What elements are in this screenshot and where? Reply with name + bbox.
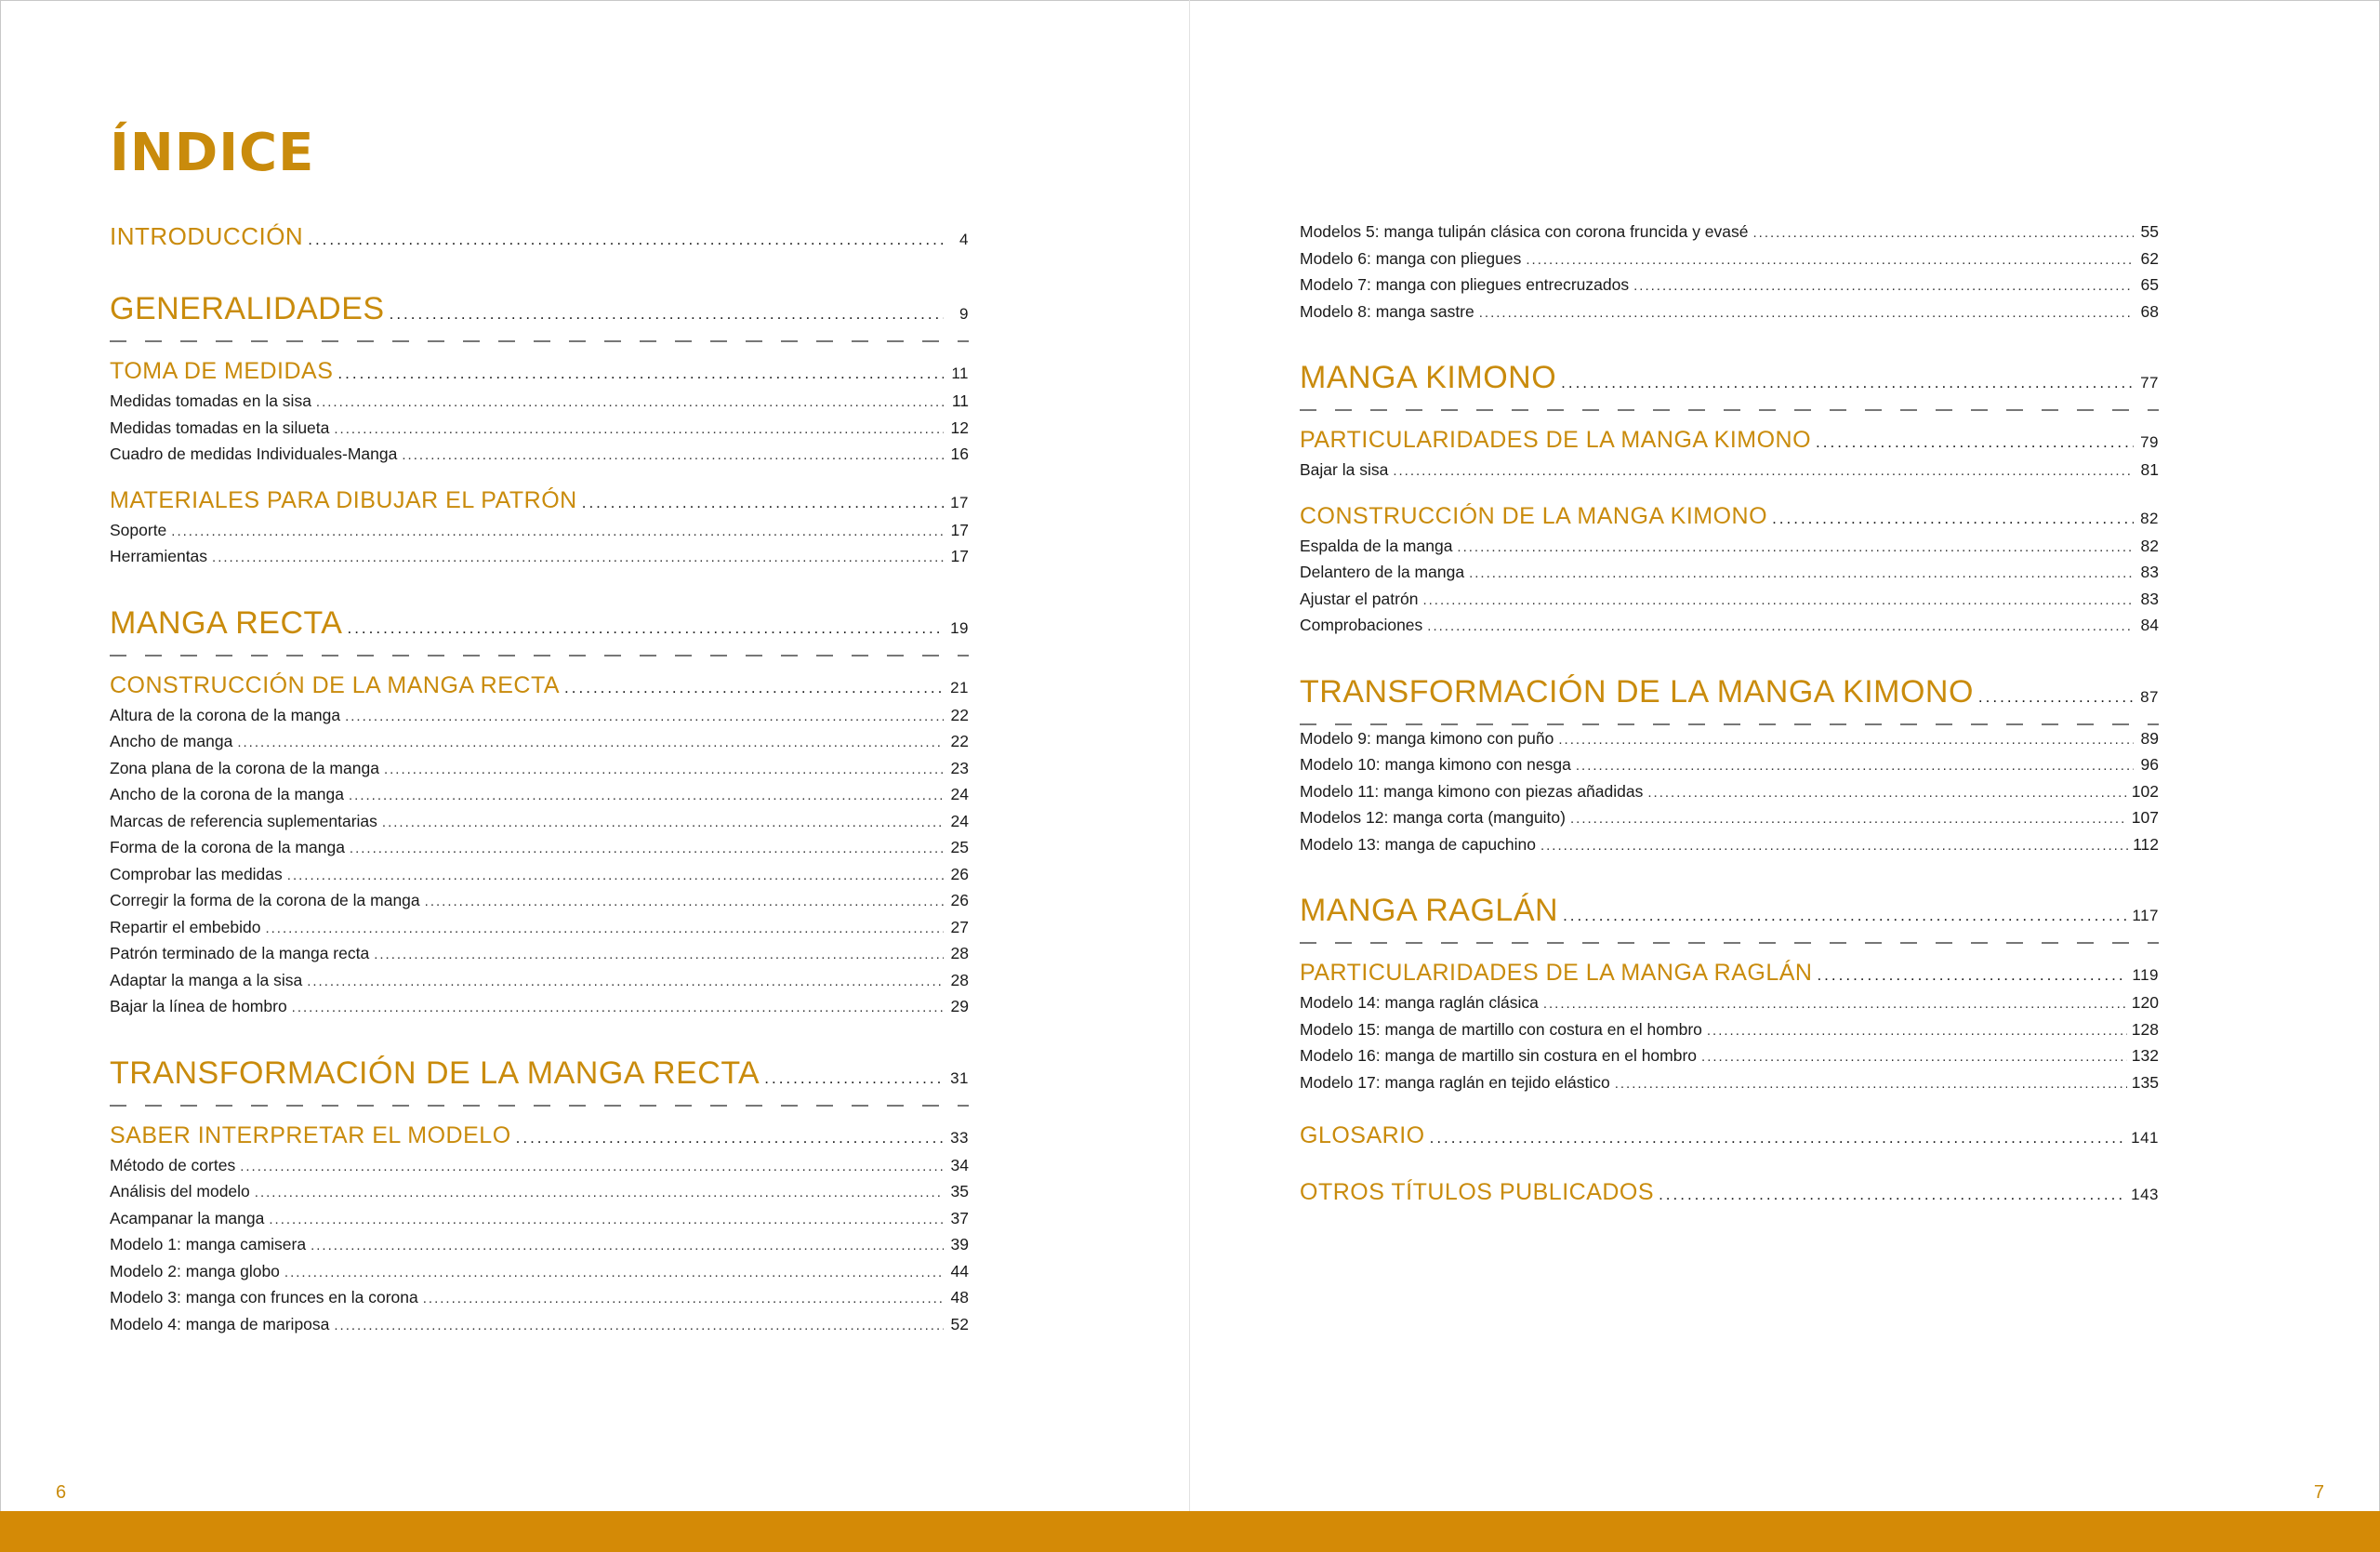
index-title: ÍNDICE (110, 123, 315, 183)
dot-leader (287, 864, 944, 889)
toc-entry-soporte[interactable] (110, 518, 969, 545)
toc-entry-medidas-tomadas-en-la-silueta[interactable] (110, 416, 969, 443)
toc-entry-bajar-la-linea-de-hombro[interactable] (110, 994, 969, 1021)
toc-entry-page: 35 (950, 1182, 969, 1200)
toc-entry-generalidades[interactable] (110, 288, 969, 335)
toc-entry-title: Modelo 11: manga kimono con piezas añadidas (1300, 781, 1644, 801)
toc-entry-title: Ajustar el patrón (1300, 589, 1419, 608)
dot-leader (292, 996, 944, 1021)
toc-entry-repartir-el-embebido[interactable] (110, 915, 969, 942)
toc-entry-page: 62 (2140, 248, 2159, 268)
dot-leader (423, 1287, 944, 1312)
toc-entry-page: 44 (950, 1261, 969, 1280)
toc-entry-bajar-la-sisa[interactable] (1300, 458, 2159, 484)
toc-entry-page: 87 (2140, 687, 2159, 706)
toc-right-column (1300, 219, 2159, 1210)
dot-leader (350, 837, 944, 862)
toc-entry-page: 28 (950, 944, 969, 962)
dot-leader (171, 520, 944, 545)
toc-entry-page: 83 (2140, 563, 2159, 581)
toc-entry-page: 16 (950, 444, 969, 463)
toc-entry-page: 26 (950, 864, 969, 883)
dot-leader (334, 418, 944, 443)
toc-entry-delantero-de-la-manga[interactable] (1300, 560, 2159, 587)
toc-entry-title: Medidas tomadas en la silueta (110, 418, 330, 437)
toc-entry-title: Comprobar las medidas (110, 864, 283, 883)
dot-leader (390, 294, 944, 335)
toc-entry-page: 119 (2132, 966, 2159, 984)
toc-entry-title: Modelo 10: manga kimono con nesga (1300, 755, 1571, 774)
dot-leader (308, 223, 944, 257)
toc-entry-modelo-9-manga-kimono-con-puno[interactable] (1300, 726, 2159, 753)
section-dashed-rule (110, 655, 969, 657)
dot-leader (1558, 728, 2134, 753)
toc-entry-page: 81 (2140, 460, 2159, 479)
section-dashed-rule (1300, 409, 2159, 412)
toc-entry-page: 23 (950, 758, 969, 777)
toc-entry-modelo-1-manga-camisera[interactable] (110, 1232, 969, 1259)
toc-entry-medidas-tomadas-en-la-sisa[interactable] (110, 389, 969, 416)
toc-entry-patron-terminado-de-la-manga-recta[interactable] (110, 941, 969, 968)
toc-entry-title: Marcas de referencia suplementarias (110, 811, 377, 830)
toc-entry-page: 102 (2131, 781, 2159, 801)
toc-entry-title: Corregir la forma de la corona de la manga (110, 891, 420, 909)
toc-entry-title: Modelo 16: manga de martillo sin costura en el hombro (1300, 1046, 1698, 1065)
dot-leader (582, 488, 944, 518)
toc-entry-title: Forma de la corona de la manga (110, 838, 345, 856)
toc-entry-title: Ancho de manga (110, 732, 233, 750)
dot-leader (237, 731, 944, 756)
toc-entry-title: Modelo 3: manga con frunces en la corona (110, 1288, 418, 1307)
toc-entry-title: Modelo 7: manga con pliegues entrecruzados (1300, 275, 1630, 294)
toc-entry-title: Modelo 13: manga de capuchino (1300, 834, 1536, 854)
toc-entry-page: 22 (950, 705, 969, 724)
toc-entry-page: 29 (950, 997, 969, 1015)
toc-entry-page: 52 (950, 1314, 969, 1333)
dot-leader (1753, 221, 2135, 246)
toc-entry-title: Comprobaciones (1300, 616, 1423, 634)
toc-entry-title: TRANSFORMACIÓN DE LA MANGA KIMONO (1300, 673, 1974, 710)
toc-entry-title: Bajar la sisa (1300, 460, 1389, 479)
toc-entry-title: Modelo 9: manga kimono con puño (1300, 728, 1554, 748)
toc-entry-page: 21 (950, 678, 969, 696)
toc-entry-page: 117 (2132, 907, 2159, 924)
toc-entry-title: Soporte (110, 520, 167, 539)
toc-entry-page: 24 (950, 811, 969, 830)
toc-entry-page: 135 (2131, 1072, 2159, 1092)
toc-entry-modelo-2-manga-globo[interactable] (110, 1259, 969, 1286)
toc-entry-title: Zona plana de la corona de la manga (110, 758, 379, 777)
toc-entry-page: 83 (2140, 589, 2159, 608)
toc-entry-particularidades-de-la-manga-raglan[interactable] (1300, 958, 2159, 990)
dot-leader (1543, 992, 2127, 1017)
toc-entry-ancho-de-la-corona-de-la-manga[interactable] (110, 782, 969, 809)
toc-entry-modelo-14-manga-raglan-clasica[interactable] (1300, 990, 2159, 1017)
dot-leader (516, 1123, 944, 1153)
section-dashed-rule (110, 340, 969, 343)
toc-entry-title: MATERIALES PARA DIBUJAR EL PATRÓN (110, 486, 577, 513)
toc-entry-transformacion-de-la-manga-recta[interactable] (110, 1053, 969, 1099)
toc-entry-page: 128 (2131, 1019, 2159, 1039)
dot-leader (1561, 363, 2134, 404)
dot-leader (265, 917, 944, 942)
dot-leader (316, 391, 944, 416)
dot-leader (1570, 807, 2127, 832)
toc-entry-page: 34 (950, 1155, 969, 1174)
toc-entry-page: 96 (2140, 755, 2159, 774)
toc-entry-page: 68 (2140, 301, 2159, 321)
dot-leader (345, 705, 944, 730)
toc-entry-title: TOMA DE MEDIDAS (110, 358, 334, 384)
dot-leader (240, 1155, 944, 1180)
toc-entry-cuadro-de-medidas-individuales-manga[interactable] (110, 442, 969, 469)
dot-leader (1427, 615, 2134, 640)
toc-entry-title: Modelo 1: manga camisera (110, 1235, 307, 1254)
dot-leader (1469, 562, 2134, 587)
dot-leader (564, 673, 944, 703)
toc-entry-page: 33 (950, 1128, 969, 1147)
toc-entry-page: 107 (2131, 808, 2159, 827)
toc-entry-page: 82 (2140, 536, 2159, 555)
toc-entry-title: INTRODUCCIÓN (110, 222, 304, 250)
toc-entry-page: 112 (2133, 834, 2159, 854)
dot-leader (1647, 781, 2126, 806)
toc-entry-modelo-8-manga-sastre[interactable] (1300, 299, 2159, 326)
toc-entry-title: Modelo 15: manga de martillo con costura en el hombro (1300, 1019, 1702, 1039)
toc-entry-espalda-de-la-manga[interactable] (1300, 534, 2159, 561)
dot-leader (1707, 1019, 2127, 1044)
toc-entry-title: Modelo 4: manga de mariposa (110, 1314, 330, 1333)
toc-entry-page: 82 (2140, 509, 2159, 527)
dot-leader (382, 811, 944, 836)
dot-leader (1978, 677, 2134, 718)
toc-entry-zona-plana-de-la-corona-de-la-manga[interactable] (110, 756, 969, 783)
dot-leader (334, 1314, 944, 1339)
toc-entry-glosario[interactable] (1300, 1121, 2159, 1153)
page-number-right: 7 (2313, 1482, 2324, 1503)
dot-leader (1457, 536, 2134, 561)
toc-entry-title: Bajar la línea de hombro (110, 997, 287, 1015)
toc-entry-title: Método de cortes (110, 1155, 236, 1174)
section-dashed-rule (1300, 942, 2159, 945)
toc-entry-title: PARTICULARIDADES DE LA MANGA KIMONO (1300, 427, 1812, 453)
toc-entry-page: 19 (950, 618, 969, 637)
dot-leader (1576, 754, 2134, 779)
toc-entry-herramientas[interactable] (110, 544, 969, 571)
toc-entry-page: 9 (959, 305, 969, 323)
toc-entry-modelo-17-manga-raglan-en-tejido-elastico[interactable] (1300, 1070, 2159, 1097)
toc-entry-page: 24 (950, 785, 969, 803)
toc-entry-page: 31 (950, 1068, 969, 1087)
toc-entry-page: 143 (2131, 1186, 2159, 1203)
toc-entry-modelo-13-manga-de-capuchino[interactable] (1300, 832, 2159, 859)
toc-entry-modelo-10-manga-kimono-con-nesga[interactable] (1300, 752, 2159, 779)
toc-entry-materiales-para-dibujar-el-patron[interactable] (110, 485, 969, 518)
dot-leader (1659, 1180, 2126, 1210)
toc-entry-page: 25 (950, 838, 969, 856)
bottom-color-bar (0, 1511, 2380, 1552)
dot-leader (255, 1181, 944, 1206)
toc-entry-ajustar-el-patron[interactable] (1300, 587, 2159, 614)
toc-entry-forma-de-la-corona-de-la-manga[interactable] (110, 835, 969, 862)
toc-entry-page: 17 (950, 547, 969, 565)
dot-leader (402, 444, 944, 469)
toc-entry-comprobar-las-medidas[interactable] (110, 862, 969, 889)
toc-entry-title: Espalda de la manga (1300, 536, 1453, 555)
dot-leader (284, 1261, 944, 1286)
toc-entry-title: Herramientas (110, 547, 208, 565)
toc-entry-page: 11 (951, 391, 969, 410)
toc-entry-comprobaciones[interactable] (1300, 613, 2159, 640)
toc-entry-construccion-de-la-manga-kimono[interactable] (1300, 501, 2159, 534)
dot-leader (349, 784, 944, 809)
dot-leader (1526, 248, 2134, 273)
toc-entry-modelo-11-manga-kimono-con-piezas-anadidas[interactable] (1300, 779, 2159, 806)
toc-entry-title: Modelo 14: manga raglán clásica (1300, 993, 1539, 1012)
toc-entry-manga-recta[interactable] (110, 603, 969, 649)
toc-entry-page: 89 (2140, 728, 2159, 748)
toc-entry-page: 77 (2140, 374, 2159, 391)
toc-entry-title: Modelo 17: manga raglán en tejido elástico (1300, 1072, 1610, 1092)
toc-entry-page: 132 (2131, 1046, 2159, 1065)
book-gutter (1189, 0, 1190, 1511)
toc-entry-title: GENERALIDADES (110, 291, 385, 326)
dot-leader (1479, 301, 2134, 326)
dot-leader (425, 890, 944, 915)
toc-entry-title: SABER INTERPRETAR EL MODELO (110, 1121, 511, 1148)
toc-entry-title: MANGA RAGLÁN (1300, 893, 1559, 928)
dot-leader (374, 943, 944, 968)
toc-entry-modelos-5-manga-tulipan-clasica-con-corona-fruncida-y-evase[interactable] (1300, 219, 2159, 246)
toc-entry-page: 65 (2140, 275, 2159, 294)
toc-entry-title: Altura de la corona de la manga (110, 705, 341, 724)
dot-leader (311, 1234, 944, 1259)
toc-entry-page: 17 (950, 493, 969, 511)
toc-entry-page: 4 (959, 231, 969, 248)
dot-leader (337, 359, 944, 389)
page-number-left: 6 (56, 1482, 67, 1503)
toc-entry-title: MANGA RECTA (110, 604, 343, 641)
toc-entry-title: GLOSARIO (1300, 1122, 1425, 1148)
toc-entry-marcas-de-referencia-suplementarias[interactable] (110, 809, 969, 836)
toc-entry-page: 27 (950, 917, 969, 936)
toc-entry-title: Modelo 6: manga con pliegues (1300, 248, 1522, 268)
toc-entry-page: 141 (2131, 1129, 2159, 1147)
toc-entry-modelo-16-manga-de-martillo-sin-costura-en-el-hombro[interactable] (1300, 1043, 2159, 1070)
dot-leader (1772, 504, 2134, 534)
dot-leader (1563, 895, 2127, 936)
dot-leader (1816, 428, 2134, 458)
toc-entry-title: Acampanar la manga (110, 1208, 265, 1227)
toc-entry-page: 22 (950, 732, 969, 750)
toc-entry-title: Medidas tomadas en la sisa (110, 391, 311, 410)
toc-entry-manga-raglan[interactable] (1300, 890, 2159, 936)
dot-leader (1817, 961, 2127, 990)
toc-entry-modelos-12-manga-corta-manguito[interactable] (1300, 805, 2159, 832)
toc-entry-modelo-3-manga-con-frunces-en-la-corona[interactable] (110, 1285, 969, 1312)
toc-entry-corregir-la-forma-de-la-corona-de-la-manga[interactable] (110, 888, 969, 915)
toc-entry-toma-de-medidas[interactable] (110, 356, 969, 389)
toc-entry-page: 11 (951, 365, 969, 382)
toc-entry-acampanar-la-manga[interactable] (110, 1206, 969, 1233)
toc-entry-title: Modelos 12: manga corta (manguito) (1300, 808, 1566, 827)
toc-entry-page: 39 (950, 1235, 969, 1254)
toc-entry-title: Patrón terminado de la manga recta (110, 944, 370, 962)
toc-left-column (110, 219, 969, 1338)
toc-entry-title: Ancho de la corona de la manga (110, 785, 344, 803)
toc-entry-page: 120 (2131, 993, 2159, 1012)
toc-entry-construccion-de-la-manga-recta[interactable] (110, 670, 969, 703)
toc-entry-page: 28 (950, 970, 969, 989)
toc-entry-page: 79 (2140, 433, 2159, 451)
toc-entry-page: 12 (950, 418, 969, 437)
section-dashed-rule (110, 1105, 969, 1108)
dot-leader (1422, 589, 2134, 614)
dot-leader (347, 608, 944, 649)
toc-entry-title: Modelo 2: manga globo (110, 1261, 280, 1280)
toc-entry-saber-interpretar-el-modelo[interactable] (110, 1121, 969, 1153)
toc-entry-transformacion-de-la-manga-kimono[interactable] (1300, 671, 2159, 718)
toc-entry-title: Cuadro de medidas Individuales-Manga (110, 444, 398, 463)
dot-leader (1430, 1123, 2127, 1153)
toc-entry-metodo-de-cortes[interactable] (110, 1153, 969, 1180)
dot-leader (1615, 1072, 2127, 1097)
toc-entry-adaptar-la-manga-a-la-sisa[interactable] (110, 968, 969, 995)
toc-entry-introduccion[interactable] (110, 219, 969, 257)
dot-leader (1540, 834, 2128, 859)
toc-entry-title: MANGA KIMONO (1300, 360, 1557, 395)
toc-entry-title: CONSTRUCCIÓN DE LA MANGA KIMONO (1300, 502, 1768, 529)
toc-entry-page: 37 (950, 1208, 969, 1227)
toc-entry-title: OTROS TÍTULOS PUBLICADOS (1300, 1179, 1655, 1205)
toc-entry-title: Modelos 5: manga tulipán clásica con corona fruncida y evasé (1300, 222, 1749, 241)
toc-entry-title: Adaptar la manga a la sisa (110, 970, 303, 989)
toc-entry-page: 55 (2140, 222, 2159, 241)
toc-entry-page: 48 (950, 1288, 969, 1307)
toc-entry-title: PARTICULARIDADES DE LA MANGA RAGLÁN (1300, 960, 1813, 986)
toc-entry-ancho-de-manga[interactable] (110, 729, 969, 756)
toc-entry-modelo-7-manga-con-pliegues-entrecruzados[interactable] (1300, 272, 2159, 299)
dot-leader (764, 1058, 944, 1099)
toc-entry-modelo-6-manga-con-pliegues[interactable] (1300, 246, 2159, 273)
toc-entry-title: Análisis del modelo (110, 1182, 250, 1200)
dot-leader (307, 970, 944, 995)
toc-entry-modelo-4-manga-de-mariposa[interactable] (110, 1312, 969, 1339)
toc-entry-page: 84 (2140, 616, 2159, 634)
toc-entry-manga-kimono[interactable] (1300, 357, 2159, 404)
dot-leader (1701, 1045, 2127, 1070)
dot-leader (1633, 274, 2134, 299)
toc-entry-altura-de-la-corona-de-la-manga[interactable] (110, 703, 969, 730)
dot-leader (384, 758, 944, 783)
dot-leader (212, 546, 944, 571)
toc-entry-otros-titulos-publicados[interactable] (1300, 1177, 2159, 1210)
toc-entry-modelo-15-manga-de-martillo-con-costura-en-el-hombro[interactable] (1300, 1017, 2159, 1044)
toc-entry-page: 26 (950, 891, 969, 909)
toc-entry-analisis-del-modelo[interactable] (110, 1179, 969, 1206)
toc-entry-title: Modelo 8: manga sastre (1300, 301, 1474, 321)
dot-leader (269, 1208, 944, 1233)
toc-entry-page: 17 (950, 520, 969, 539)
toc-entry-title: Repartir el embebido (110, 917, 261, 936)
dot-leader (1393, 459, 2134, 484)
toc-entry-title: Delantero de la manga (1300, 563, 1465, 581)
toc-entry-title: TRANSFORMACIÓN DE LA MANGA RECTA (110, 1055, 760, 1091)
toc-entry-particularidades-de-la-manga-kimono[interactable] (1300, 425, 2159, 458)
toc-entry-title: CONSTRUCCIÓN DE LA MANGA RECTA (110, 671, 561, 698)
